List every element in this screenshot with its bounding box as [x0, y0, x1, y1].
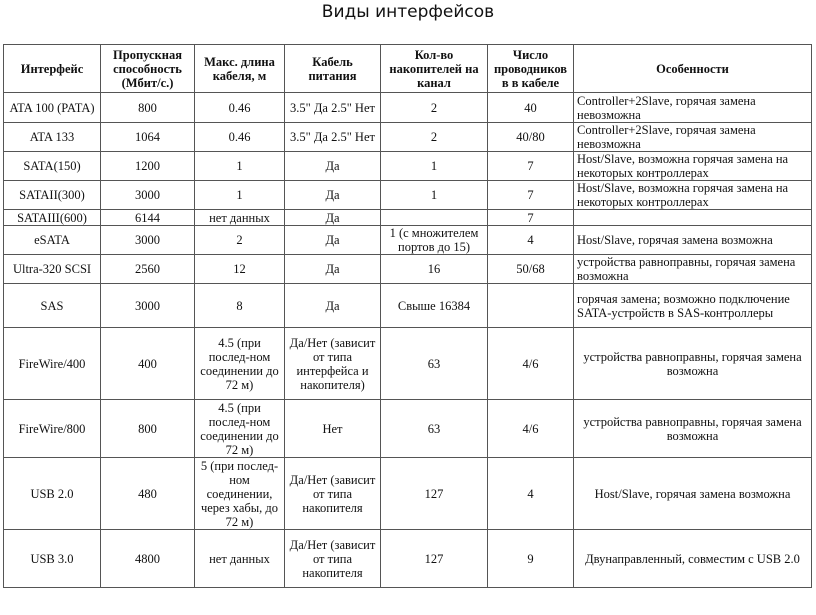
- page-title: Виды интерфейсов: [321, 2, 495, 22]
- table-cell: 127: [381, 458, 488, 530]
- table-cell: 40: [488, 93, 574, 123]
- table-cell: Да: [285, 284, 381, 328]
- table-row: [4, 181, 812, 210]
- header-cell: Макс. длина кабеля, м: [195, 45, 285, 93]
- table-row: [4, 328, 812, 400]
- table-cell: 12: [195, 255, 285, 284]
- header-cell: Кабель питания: [285, 45, 381, 93]
- table-cell: 800: [101, 400, 195, 458]
- table-row: [4, 210, 812, 226]
- table-cell: Host/Slave, горячая замена возможна: [574, 226, 812, 255]
- table-cell: FireWire/800: [4, 400, 101, 458]
- table-cell: Двунаправленный, совместим с USB 2.0: [574, 530, 812, 588]
- table-cell: Да: [285, 255, 381, 284]
- table-row: [4, 93, 812, 123]
- table-cell: SATAIII(600): [4, 210, 101, 226]
- header-cell: Пропускная способность (Мбит/с.): [101, 45, 195, 93]
- table-cell: 1: [195, 181, 285, 210]
- table-cell: Да/Нет (зависит от типа накопителя: [285, 530, 381, 588]
- table-cell: Да: [285, 152, 381, 181]
- table-cell: [574, 210, 812, 226]
- table-cell: Да: [285, 181, 381, 210]
- table-cell: 0.46: [195, 123, 285, 152]
- header-cell: Интерфейс: [4, 45, 101, 93]
- table-cell: USB 2.0: [4, 458, 101, 530]
- table-row: [4, 458, 812, 530]
- table-cell: 3000: [101, 284, 195, 328]
- table-cell: 1: [195, 152, 285, 181]
- table-cell: 8: [195, 284, 285, 328]
- table-cell: Да/Нет (зависит от типа накопителя: [285, 458, 381, 530]
- table-cell: Host/Slave, возможна горячая замена на некоторых контроллерах: [574, 181, 812, 210]
- table-row: [4, 255, 812, 284]
- table-cell: 4800: [101, 530, 195, 588]
- table-cell: нет данных: [195, 530, 285, 588]
- table-row: [4, 123, 812, 152]
- table-cell: Нет: [285, 400, 381, 458]
- table-cell: ATA 100 (PATA): [4, 93, 101, 123]
- table-cell: 5 (при послед-ном соединении, через хабы, до 72 м): [195, 458, 285, 530]
- table-cell: [488, 284, 574, 328]
- table-row: [4, 284, 812, 328]
- table-cell: Host/Slave, горячая замена возможна: [574, 458, 812, 530]
- table-cell: Host/Slave, возможна горячая замена на некоторых контроллерах: [574, 152, 812, 181]
- table-cell: 2: [381, 123, 488, 152]
- table-cell: 480: [101, 458, 195, 530]
- table-cell: 63: [381, 400, 488, 458]
- table-cell: 2: [381, 93, 488, 123]
- table-cell: Controller+2Slave, горячая замена невозможна: [574, 93, 812, 123]
- table-cell: Ultra-320 SCSI: [4, 255, 101, 284]
- table-cell: 3000: [101, 181, 195, 210]
- table-cell: SATAII(300): [4, 181, 101, 210]
- table-cell: USB 3.0: [4, 530, 101, 588]
- header-cell: Кол-во накопителей на канал: [381, 45, 488, 93]
- table-cell: SAS: [4, 284, 101, 328]
- table-row: [4, 152, 812, 181]
- table-cell: Свыше 16384: [381, 284, 488, 328]
- table-cell: 7: [488, 210, 574, 226]
- table-cell: 40/80: [488, 123, 574, 152]
- table-cell: 127: [381, 530, 488, 588]
- table-cell: 9: [488, 530, 574, 588]
- table-cell: 2560: [101, 255, 195, 284]
- table-cell: 4.5 (при послед-ном соединении до 72 м): [195, 328, 285, 400]
- table-cell: 3.5" Да 2.5" Нет: [285, 123, 381, 152]
- table-cell: FireWire/400: [4, 328, 101, 400]
- table-cell: ATA 133: [4, 123, 101, 152]
- table-cell: 7: [488, 181, 574, 210]
- table-cell: устройства равноправны, горячая замена возможна: [574, 328, 812, 400]
- table-row: [4, 400, 812, 458]
- table-cell: [381, 210, 488, 226]
- table-cell: Да: [285, 210, 381, 226]
- table-cell: 4: [488, 226, 574, 255]
- table-cell: 4: [488, 458, 574, 530]
- table-cell: 1064: [101, 123, 195, 152]
- table-cell: Да: [285, 226, 381, 255]
- header-row: [4, 45, 812, 93]
- table-cell: 1200: [101, 152, 195, 181]
- table-row: [4, 226, 812, 255]
- table-cell: устройства равноправны, горячая замена возможна: [574, 255, 812, 284]
- table-cell: eSATA: [4, 226, 101, 255]
- table-cell: 400: [101, 328, 195, 400]
- table-cell: 1 (с множителем портов до 15): [381, 226, 488, 255]
- table-cell: горячая замена; возможно подключение SATA-устройств в SAS-контроллеры: [574, 284, 812, 328]
- table-cell: 4/6: [488, 400, 574, 458]
- table-cell: SATA(150): [4, 152, 101, 181]
- table-cell: 3.5" Да 2.5" Нет: [285, 93, 381, 123]
- table-cell: 50/68: [488, 255, 574, 284]
- table-cell: устройства равноправны, горячая замена возможна: [574, 400, 812, 458]
- table-cell: 63: [381, 328, 488, 400]
- table-cell: 4.5 (при послед-ном соединении до 72 м): [195, 400, 285, 458]
- table-cell: 3000: [101, 226, 195, 255]
- table-cell: 6144: [101, 210, 195, 226]
- header-cell: Число проводников в в кабеле: [488, 45, 574, 93]
- table-cell: нет данных: [195, 210, 285, 226]
- header-cell: Особенности: [574, 45, 812, 93]
- table-cell: 1: [381, 152, 488, 181]
- interfaces-table: [3, 44, 812, 588]
- table-cell: 1: [381, 181, 488, 210]
- table-row: [4, 530, 812, 588]
- table-cell: 7: [488, 152, 574, 181]
- table-cell: 800: [101, 93, 195, 123]
- table-cell: 4/6: [488, 328, 574, 400]
- table-cell: 16: [381, 255, 488, 284]
- table-cell: Да/Нет (зависит от типа интерфейса и накопителя): [285, 328, 381, 400]
- table-cell: Controller+2Slave, горячая замена невозможна: [574, 123, 812, 152]
- table-cell: 0.46: [195, 93, 285, 123]
- table-cell: 2: [195, 226, 285, 255]
